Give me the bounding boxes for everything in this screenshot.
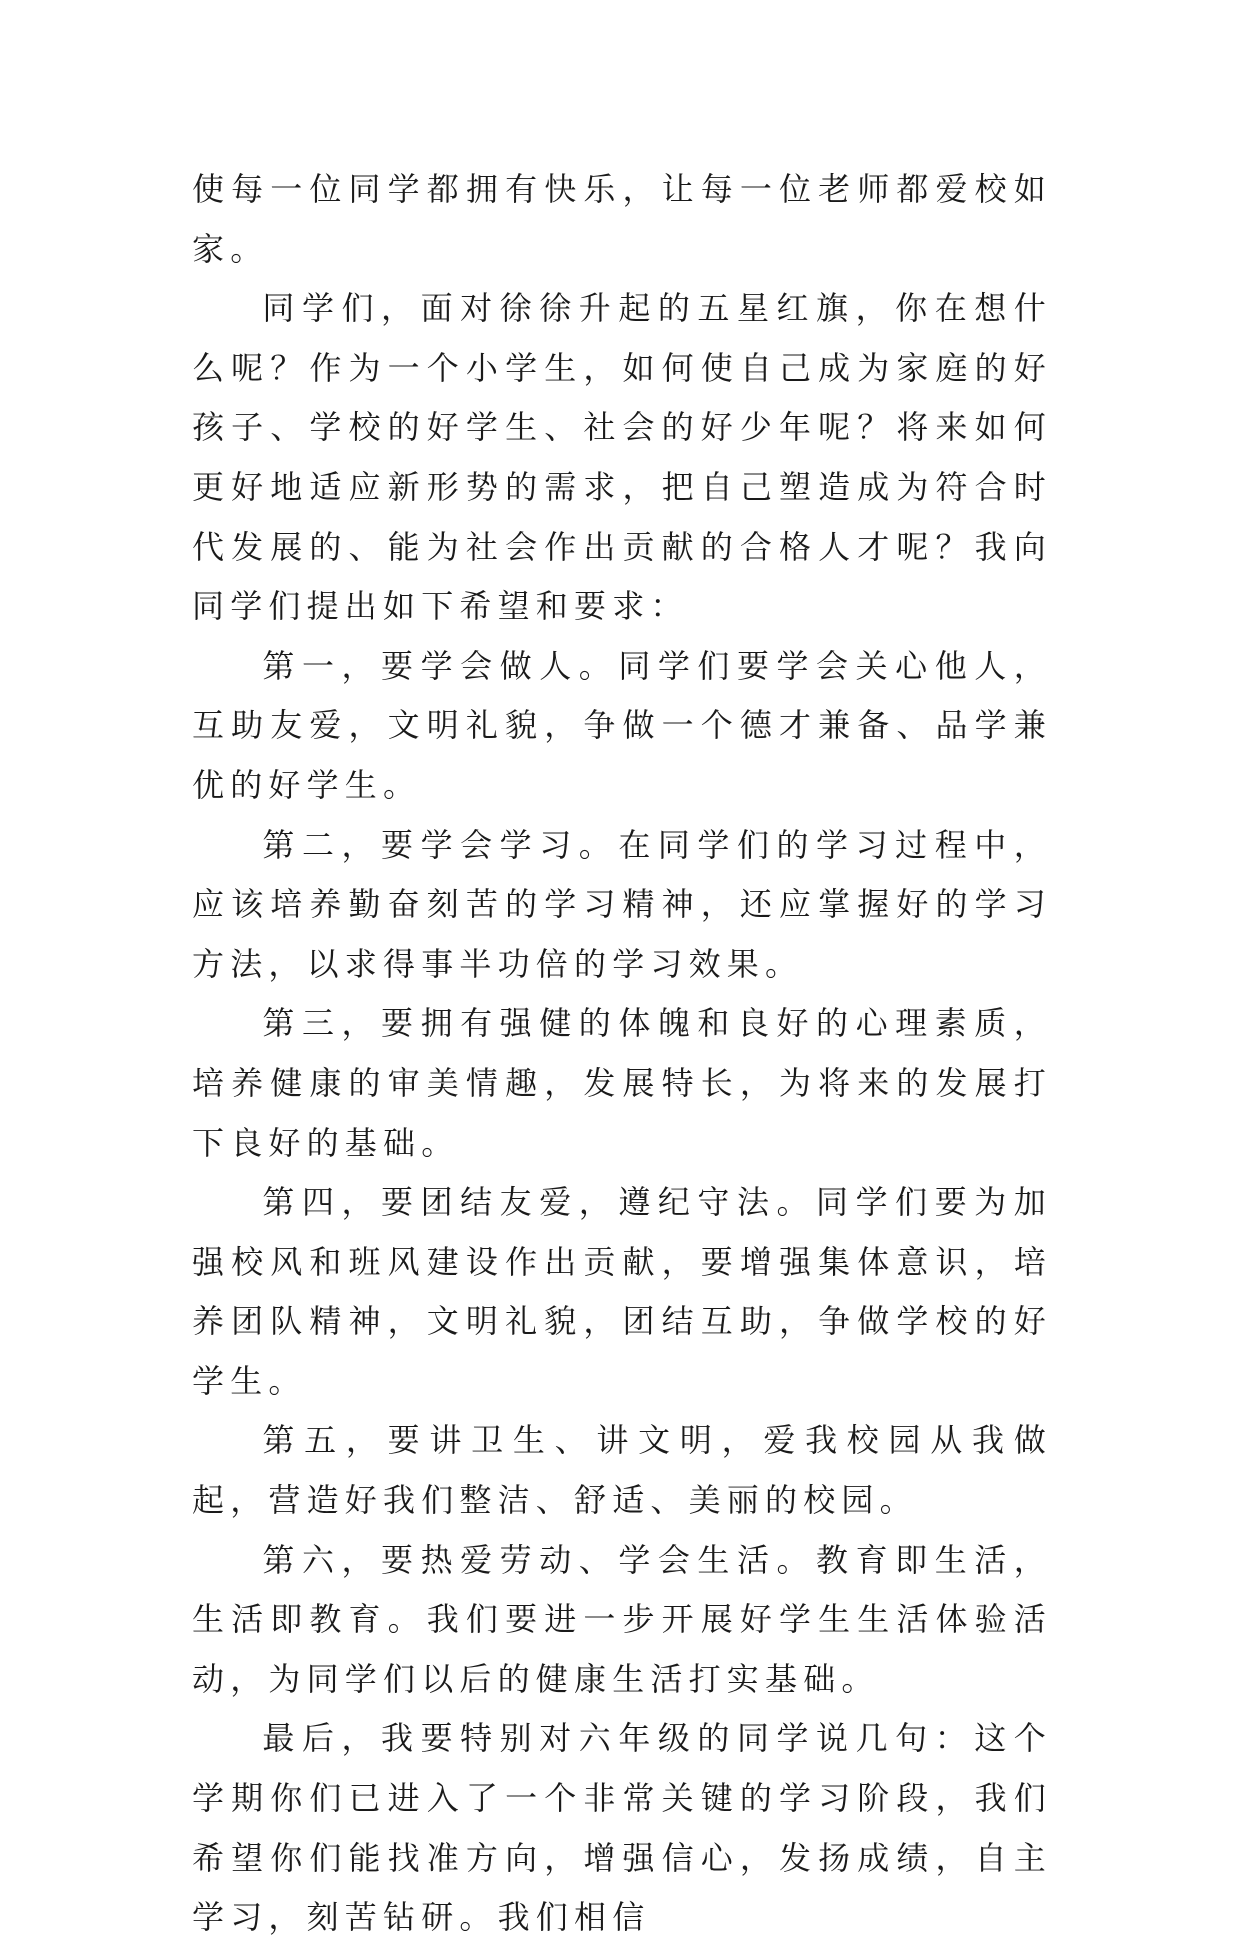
document-body bbox=[192, 160, 1052, 1948]
paragraph: 使每一位同学都拥有快乐，让每一位老师都爱校如家。 bbox=[192, 170, 1052, 268]
paragraph: 同学们，面对徐徐升起的五星红旗，你在想什么呢？作为一个小学生，如何使自己成为家庭的好孩子、学校的好学生、社会的好少年呢？将来如何更好地适应新形势的需求，把自己塑造成为符合时代发展的、能为社会作出贡献的合格人才呢？我向同学们提出如下希望和要求： bbox=[192, 289, 1052, 626]
paragraph: 最后，我要特别对六年级的同学说几句：这个学期你们已进入了一个非常关键的学习阶段，我们希望你们能找准方向，增强信心，发扬成绩，自主学习，刻苦钻研。我们相信 bbox=[192, 1719, 1052, 1937]
paragraph: 第六，要热爱劳动、学会生活。教育即生活，生活即教育。我们要进一步开展好学生生活体验活动，为同学们以后的健康生活打实基础。 bbox=[192, 1540, 1052, 1698]
paragraph: 第四，要团结友爱，遵纪守法。同学们要为加强校风和班风建设作出贡献，要增强集体意识，培养团队精神，文明礼貌，团结互助，争做学校的好学生。 bbox=[192, 1183, 1052, 1400]
paragraph: 第三，要拥有强健的体魄和良好的心理素质，培养健康的审美情趣，发展特长，为将来的发展打下良好的基础。 bbox=[192, 1004, 1052, 1162]
paragraph: 第一，要学会做人。同学们要学会关心他人，互助友爱，文明礼貌，争做一个德才兼备、品学兼优的好学生。 bbox=[192, 646, 1052, 804]
paragraph: 第二，要学会学习。在同学们的学习过程中，应该培养勤奋刻苦的学习精神，还应掌握好的学习方法，以求得事半功倍的学习效果。 bbox=[192, 825, 1052, 983]
paragraph: 第五，要讲卫生、讲文明，爱我校园从我做起，营造好我们整洁、舒适、美丽的校园。 bbox=[192, 1421, 1052, 1520]
